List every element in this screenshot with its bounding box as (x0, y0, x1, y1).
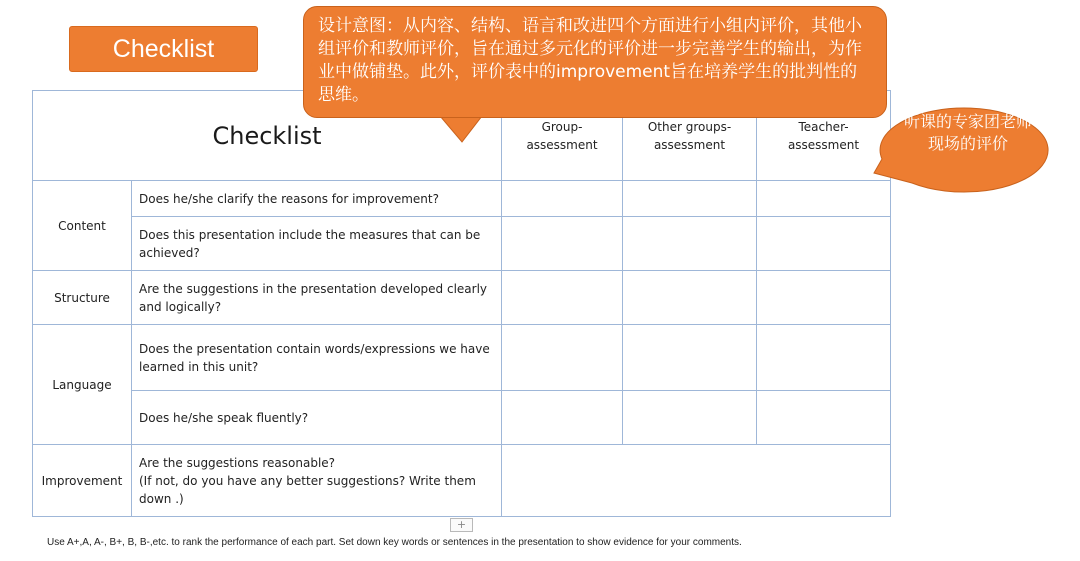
callout-tail-shape (440, 116, 490, 144)
question-cell-improvement (132, 445, 502, 517)
column-header-teacher: Teacher-assessment (757, 91, 891, 181)
category-content: Content (33, 181, 132, 271)
improvement-comment-cell[interactable] (502, 445, 891, 517)
category-improvement: Improvement (33, 445, 132, 517)
score-cell[interactable] (502, 391, 623, 445)
score-cell[interactable] (757, 217, 891, 271)
question-line: (If not, do you have any better suggestions? Write them down .) (139, 473, 476, 506)
score-cell[interactable] (757, 325, 891, 391)
question-cell: Does he/she clarify the reasons for improvement? (132, 181, 502, 217)
score-cell[interactable] (502, 181, 623, 217)
checklist-table (32, 90, 891, 517)
score-cell[interactable] (623, 217, 757, 271)
checklist-title-box: Checklist (69, 26, 258, 72)
expert-comment-text: 听课的专家团老师现场的评价 (903, 112, 1032, 153)
table-title: Checklist (33, 91, 502, 181)
score-cell[interactable] (757, 271, 891, 325)
question-cell: Does the presentation contain words/expressions we have learned in this unit? (132, 325, 502, 391)
category-language: Language (33, 325, 132, 445)
footnote-instructions: Use A+,A, A-, B+, B, B-,etc. to rank the performance of each part. Set down key words or sentences in the presentation to show evidence for your comments. (47, 537, 742, 548)
score-cell[interactable] (623, 391, 757, 445)
score-cell[interactable] (623, 271, 757, 325)
question-cell: Are the suggestions in the presentation developed clearly and logically? (132, 271, 502, 325)
column-header-group: Group-assessment (502, 91, 623, 181)
question-cell: Does he/she speak fluently? (132, 391, 502, 445)
score-cell[interactable] (502, 217, 623, 271)
column-header-other-groups: Other groups-assessment (623, 91, 757, 181)
score-cell[interactable] (502, 271, 623, 325)
score-cell[interactable] (502, 325, 623, 391)
category-structure: Structure (33, 271, 132, 325)
question-line: Are the suggestions reasonable? (139, 455, 336, 470)
score-cell[interactable] (623, 325, 757, 391)
question-cell: Does this presentation include the measures that can be achieved? (132, 217, 502, 271)
design-intent-callout: 设计意图：从内容、结构、语言和改进四个方面进行小组内评价，其他小组评价和教师评价，旨在通过多元化的评价进一步完善学生的输出，为作业中做铺垫。此外，评价表中的improvement旨在培养学生的批判性的思维。 (303, 6, 887, 118)
score-cell[interactable] (757, 391, 891, 445)
add-row-button[interactable]: + (450, 518, 473, 532)
score-cell[interactable] (623, 181, 757, 217)
